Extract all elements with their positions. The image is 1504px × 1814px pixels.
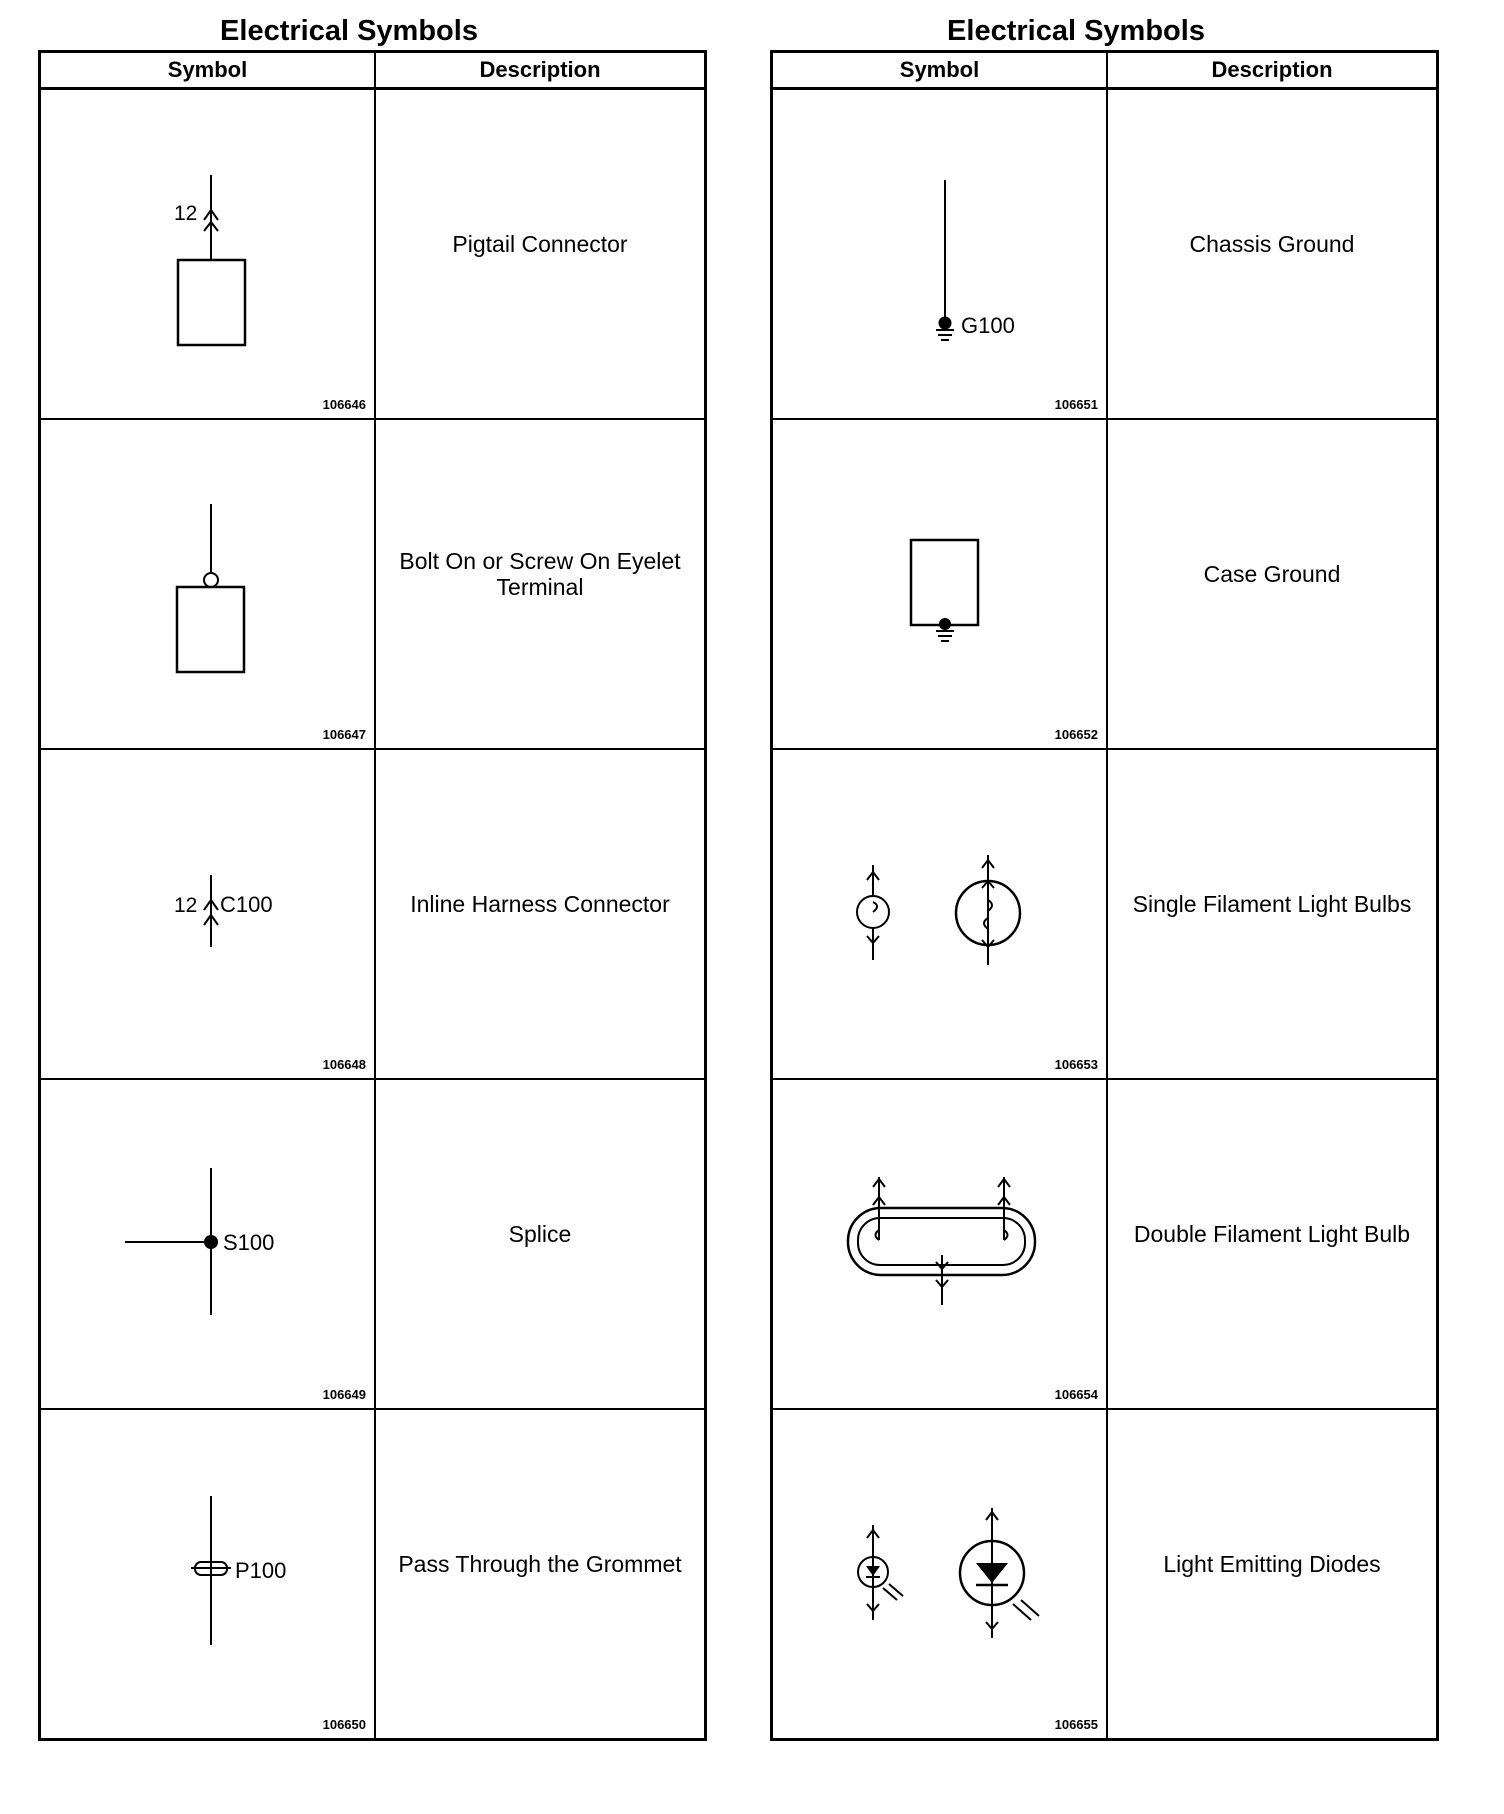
- figure-number: 106654: [1054, 1387, 1098, 1402]
- description-text: Chassis Ground: [1189, 231, 1355, 257]
- figure-number: 106652: [1054, 727, 1098, 742]
- description-text: Single Filament Light Bulbs: [1132, 891, 1412, 917]
- double-filament-bulb-icon: [773, 1080, 1106, 1408]
- table-row: [40, 1409, 706, 1740]
- table-title: Electrical Symbols: [947, 15, 1205, 47]
- description-cell: [1107, 419, 1438, 749]
- symbol-cell: [40, 749, 376, 1079]
- description-text: Light Emitting Diodes: [1163, 1551, 1381, 1577]
- grommet-id-label: P100: [235, 1558, 287, 1583]
- symbol-cell: [772, 1079, 1108, 1409]
- left-symbol-table-block: [38, 0, 707, 1741]
- symbol-cell: [40, 1409, 376, 1740]
- header-description: Description: [375, 52, 706, 89]
- table-row: [40, 1079, 706, 1409]
- table-row: [40, 89, 706, 420]
- figure-number: 106647: [322, 727, 366, 742]
- description-text: Inline Harness Connector: [410, 891, 670, 917]
- description-text: Pass Through the Grommet: [398, 1551, 682, 1577]
- pigtail-connector-icon: [41, 90, 374, 418]
- case-ground-icon: [773, 420, 1106, 748]
- inline-harness-connector-icon: [41, 750, 374, 1078]
- symbol-cell: [772, 89, 1108, 420]
- header-symbol: Symbol: [40, 52, 376, 89]
- figure-number: 106653: [1054, 1057, 1098, 1072]
- chassis-ground-icon: [773, 90, 1106, 418]
- wire-number-label: 12: [174, 894, 198, 917]
- description-cell: [375, 1079, 706, 1409]
- led-icon: [773, 1410, 1106, 1738]
- description-cell: [375, 749, 706, 1079]
- table-row: [772, 1079, 1438, 1409]
- figure-number: 106646: [322, 397, 366, 412]
- figure-number: 106648: [322, 1057, 366, 1072]
- description-text: Pigtail Connector: [452, 231, 628, 257]
- description-cell: [375, 89, 706, 420]
- description-cell: [375, 419, 706, 749]
- table-row: [772, 419, 1438, 749]
- ground-id-label: G100: [961, 313, 1015, 338]
- description-cell: [1107, 89, 1438, 420]
- description-cell: [1107, 749, 1438, 1079]
- left-symbol-table: [38, 50, 707, 1741]
- description-text: Double Filament Light Bulb: [1133, 1221, 1411, 1247]
- header-description: Description: [1107, 52, 1438, 89]
- right-symbol-table: [770, 50, 1439, 1741]
- splice-id-label: S100: [223, 1230, 275, 1255]
- right-symbol-table-block: [770, 0, 1439, 1741]
- table-row: [772, 1409, 1438, 1740]
- description-cell: [1107, 1409, 1438, 1740]
- table-title: Electrical Symbols: [220, 15, 478, 47]
- table-row: [40, 419, 706, 749]
- symbol-cell: [40, 419, 376, 749]
- figure-number: 106655: [1054, 1717, 1098, 1732]
- connector-id-label: C100: [220, 892, 273, 917]
- eyelet-terminal-icon: [41, 420, 374, 748]
- figure-number: 106650: [322, 1717, 366, 1732]
- description-text: Bolt On or Screw On Eyelet Terminal: [399, 548, 681, 600]
- description-cell: [375, 1409, 706, 1740]
- symbol-cell: [772, 419, 1108, 749]
- description-text: Splice: [508, 1221, 572, 1247]
- symbol-cell: [40, 1079, 376, 1409]
- grommet-icon: [41, 1410, 374, 1738]
- symbol-cell: [772, 1409, 1108, 1740]
- wire-number-label: 12: [174, 202, 198, 225]
- figure-number: 106651: [1054, 397, 1098, 412]
- single-filament-bulb-icon: [773, 750, 1106, 1078]
- header-row: [40, 52, 706, 89]
- table-row: [772, 89, 1438, 420]
- description-cell: [1107, 1079, 1438, 1409]
- figure-number: 106649: [322, 1387, 366, 1402]
- table-row: [40, 749, 706, 1079]
- header-row: [772, 52, 1438, 89]
- description-text: Case Ground: [1203, 561, 1341, 587]
- symbol-cell: [772, 749, 1108, 1079]
- symbol-cell: [40, 89, 376, 420]
- splice-icon: [41, 1080, 374, 1408]
- table-row: [772, 749, 1438, 1079]
- header-symbol: Symbol: [772, 52, 1108, 89]
